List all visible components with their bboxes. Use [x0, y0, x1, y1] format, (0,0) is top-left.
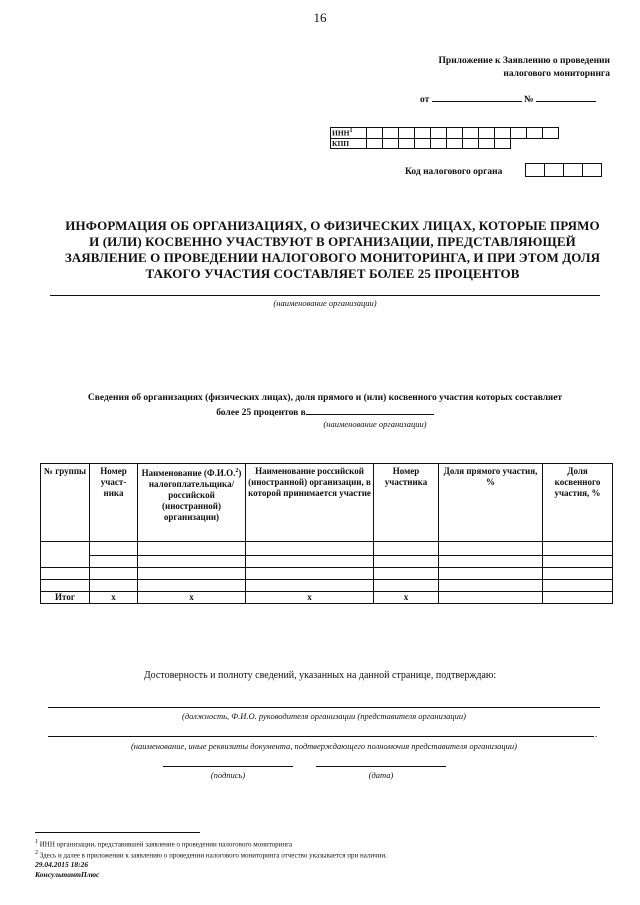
kpp-cell[interactable] — [479, 138, 495, 148]
table-cell[interactable] — [246, 580, 374, 592]
header-participated-org: Наименование российской (иностранной) организации, в которой принимается участие — [246, 464, 374, 542]
table-cell[interactable] — [138, 542, 246, 556]
table-cell[interactable] — [246, 568, 374, 580]
inn-cell[interactable] — [495, 128, 511, 139]
total-label: Итог — [41, 592, 90, 604]
footnote-1: $^1$ ИНН организации, представившей заявление о проведении налогового мониторинга — [35, 839, 293, 849]
tax-code-cell[interactable] — [583, 164, 602, 177]
table-cell[interactable] — [90, 568, 138, 580]
table-cell[interactable] — [543, 542, 613, 556]
table-cell[interactable] — [41, 580, 90, 592]
kpp-cell[interactable] — [367, 138, 383, 148]
inn-cell[interactable] — [415, 128, 431, 139]
table-cell[interactable] — [439, 556, 543, 568]
kpp-label: КПП — [331, 138, 367, 148]
document-caption: (наименование, иные реквизиты документа, подтверждающего полномочия представителя организации) — [130, 741, 518, 751]
kpp-cell[interactable] — [431, 138, 447, 148]
number-label: № — [524, 95, 534, 105]
table-cell[interactable] — [374, 542, 439, 556]
header-participant-number-2: Номер участника — [374, 464, 439, 542]
participants-table — [40, 463, 613, 604]
inn-cell[interactable] — [367, 128, 383, 139]
total-cell: х — [90, 592, 138, 604]
inn-cell[interactable] — [383, 128, 399, 139]
table-cell[interactable] — [246, 556, 374, 568]
print-date: 29.04.2015 18:26 — [35, 860, 89, 869]
position-caption: (должность, Ф.И.О. руководителя организации (представителя организации) — [182, 711, 466, 721]
total-cell[interactable] — [439, 592, 543, 604]
inn-cell[interactable] — [447, 128, 463, 139]
table-cell[interactable] — [41, 542, 90, 568]
tax-code-cell[interactable] — [564, 164, 583, 177]
appendix-line-2: налогового мониторинга — [503, 69, 610, 79]
table-cell[interactable] — [246, 542, 374, 556]
print-mark: КонсультантПлюс — [35, 870, 100, 879]
document-line-end: . — [595, 729, 598, 739]
confirmation-text: Достоверность и полноту сведений, указанных на данной странице, подтверждаю: — [143, 670, 497, 681]
section-line-1: Сведения об организациях (физических лицах), доля прямого и (или) косвенного участия которых составляет — [87, 393, 563, 403]
footnote-separator — [35, 832, 200, 833]
total-cell: х — [246, 592, 374, 604]
table-row — [41, 568, 613, 580]
tax-code-cell[interactable] — [526, 164, 545, 177]
table-cell[interactable] — [90, 556, 138, 568]
table-cell[interactable] — [543, 556, 613, 568]
header-group-number: № группы — [41, 464, 90, 542]
table-cell[interactable] — [41, 568, 90, 580]
inn-cell[interactable] — [527, 128, 543, 139]
table-cell[interactable] — [543, 568, 613, 580]
inn-cell[interactable] — [543, 128, 559, 139]
date-line-sign[interactable] — [316, 766, 446, 767]
kpp-cell[interactable] — [399, 138, 415, 148]
signature-line[interactable] — [163, 766, 293, 767]
table-row — [41, 556, 613, 568]
total-cell: х — [138, 592, 246, 604]
table-total-row — [41, 592, 613, 604]
inn-cell[interactable] — [511, 128, 527, 139]
date-field[interactable] — [432, 92, 522, 102]
page-number: 16 — [313, 10, 327, 25]
appendix-header — [380, 55, 610, 81]
table-header-row — [41, 464, 613, 542]
section-line-2: более 25 процентов в — [30, 405, 620, 420]
signature-caption: (подпись) — [210, 770, 246, 780]
header-participant-number: Номер участ-ника — [90, 464, 138, 542]
document-line[interactable] — [48, 736, 594, 737]
table-cell[interactable] — [90, 542, 138, 556]
org-name-line[interactable] — [50, 295, 600, 296]
table-row — [41, 542, 613, 556]
table-cell[interactable] — [439, 542, 543, 556]
header-direct-share: Доля прямого участия, % — [439, 464, 543, 542]
table-cell[interactable] — [138, 556, 246, 568]
table-cell[interactable] — [374, 568, 439, 580]
inn-label: ИНН$^1$ — [331, 128, 367, 139]
table-cell[interactable] — [90, 580, 138, 592]
org-name-caption: (наименование организации) — [273, 298, 377, 308]
tax-code-cell[interactable] — [545, 164, 564, 177]
main-title: ИНФОРМАЦИЯ ОБ ОРГАНИЗАЦИЯХ, О ФИЗИЧЕСКИХ ЛИЦАХ, КОТОРЫЕ ПРЯМО И (ИЛИ) КОСВЕННО УЧАСТВУЮТ В ОРГАНИЗАЦИИ, ПРЕДСТАВЛЯЮЩЕЙ ЗАЯВЛЕНИЕ О ПРОВЕДЕНИИ НАЛОГОВОГО МОНИТОРИНГА, И ПРИ ЭТОМ ДОЛЯ ТАКОГО УЧАСТИЯ СОСТАВЛЯЕТ БОЛЕЕ 25 ПРОЦЕНТОВ — [64, 218, 601, 281]
inn-row — [331, 128, 559, 139]
table-cell[interactable] — [138, 580, 246, 592]
table-cell[interactable] — [439, 568, 543, 580]
table-row — [41, 580, 613, 592]
total-cell[interactable] — [543, 592, 613, 604]
table-cell[interactable] — [439, 580, 543, 592]
position-line[interactable] — [48, 707, 600, 708]
section-org-field[interactable] — [306, 405, 434, 415]
inn-cell[interactable] — [399, 128, 415, 139]
kpp-cell[interactable] — [463, 138, 479, 148]
inn-cell[interactable] — [431, 128, 447, 139]
header-indirect-share: Доля косвенного участия, % — [543, 464, 613, 542]
tax-authority-label: Код налогового органа — [405, 167, 503, 177]
table-cell[interactable] — [374, 556, 439, 568]
footnote-2: $^2$ Здесь и далее в приложении к заявлению о проведении налогового мониторинга отчество указывается при наличии. — [35, 850, 387, 860]
kpp-cell[interactable] — [415, 138, 431, 148]
header-taxpayer-name: Наименование (Ф.И.О.$^2$) налогоплательщика/ российской (иностранной) организации) — [138, 464, 246, 542]
kpp-cell[interactable] — [383, 138, 399, 148]
table-cell[interactable] — [138, 568, 246, 580]
number-field[interactable] — [536, 92, 596, 102]
date-number-line — [420, 92, 596, 105]
date-caption: (дата) — [368, 770, 394, 780]
from-label: от — [420, 95, 430, 105]
inn-kpp-grid — [330, 127, 559, 149]
kpp-cell[interactable] — [447, 138, 463, 148]
table-cell[interactable] — [374, 580, 439, 592]
tax-authority-grid — [525, 163, 602, 177]
inn-cell[interactable] — [463, 128, 479, 139]
section-title — [30, 391, 620, 420]
section-caption: (наименование организации) — [323, 419, 427, 429]
appendix-line-1: Приложение к Заявлению о проведении — [438, 56, 610, 66]
total-cell: х — [374, 592, 439, 604]
inn-cell[interactable] — [479, 128, 495, 139]
kpp-row — [331, 138, 559, 148]
kpp-cell[interactable] — [495, 138, 511, 148]
table-cell[interactable] — [543, 580, 613, 592]
